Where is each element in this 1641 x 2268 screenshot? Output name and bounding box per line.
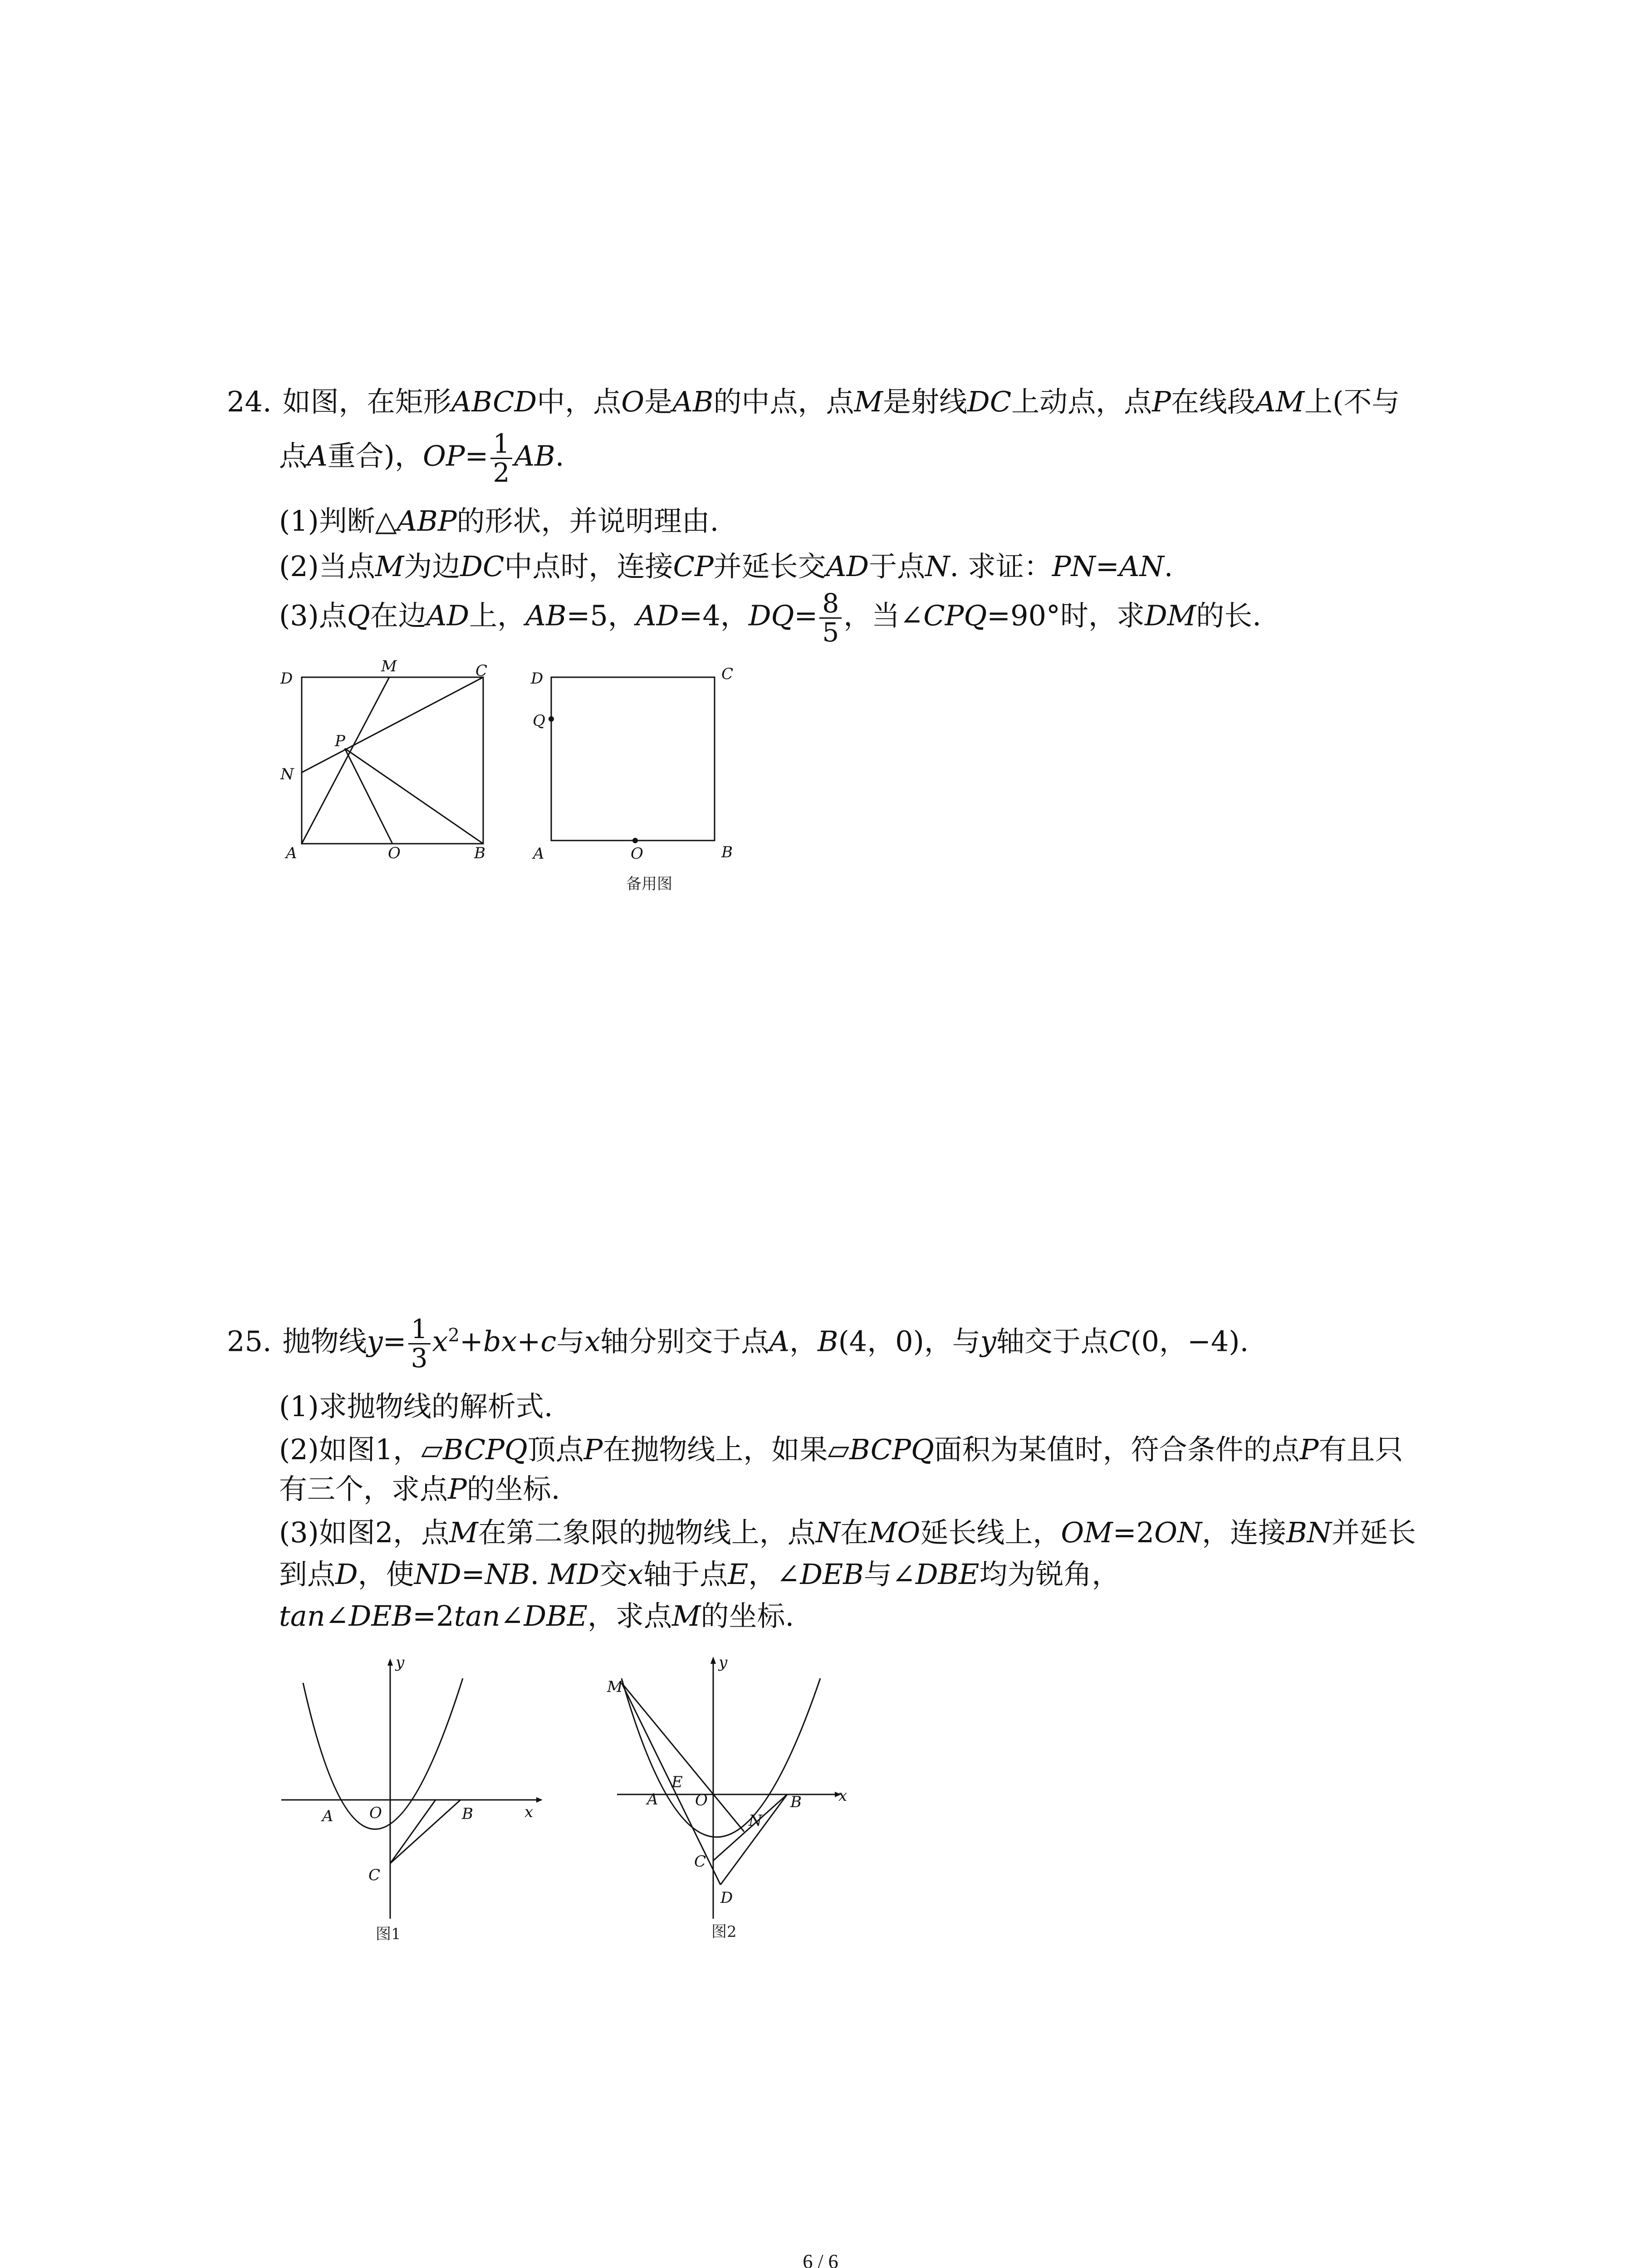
q25-figure-2 <box>599 1651 880 1960</box>
rectangle-abcd <box>302 677 483 844</box>
label-a: A <box>533 845 544 863</box>
label-a: A <box>322 1807 333 1825</box>
text: 与 <box>556 1325 585 1358</box>
numerator: 1 <box>408 1315 431 1344</box>
text: (0，−4). <box>1130 1325 1249 1358</box>
label-y: y <box>396 1653 405 1672</box>
segment-db <box>720 1794 787 1885</box>
text: 有三个，求点 <box>279 1472 448 1505</box>
label-x: x <box>838 1787 847 1805</box>
text: (2)当点 <box>279 550 375 583</box>
label-d: D <box>280 670 293 688</box>
math: c <box>540 1325 557 1358</box>
numerator: 8 <box>819 590 842 619</box>
text: 延长线上， <box>920 1516 1061 1549</box>
text: 轴分别交于点 <box>600 1325 769 1358</box>
text: ，使 <box>358 1558 414 1591</box>
q25-part-3-cont <box>279 1560 1120 1589</box>
math: bx <box>483 1325 517 1358</box>
q25-figure-1 <box>272 1651 554 1960</box>
label-q: Q <box>533 712 545 730</box>
text: =4， <box>679 599 749 632</box>
math: DC <box>460 550 505 583</box>
math: E <box>728 1558 749 1591</box>
text: 的形状，并说明理由. <box>456 504 719 538</box>
label-a: A <box>286 844 297 862</box>
text: ∠ <box>500 1599 524 1633</box>
segment-pb <box>345 748 483 844</box>
label-d: D <box>531 670 544 688</box>
math: DQ <box>748 599 794 632</box>
q25-line-1 <box>227 1315 1249 1372</box>
text: = <box>1095 550 1119 583</box>
text: 上动点，点 <box>1011 385 1152 418</box>
math: B <box>818 1325 838 1358</box>
caption-fig2: 图2 <box>711 1923 737 1941</box>
math: AN <box>1119 550 1164 583</box>
text: 如图，在矩形 <box>282 385 451 418</box>
math: P <box>1299 1433 1319 1466</box>
text: ，当∠ <box>843 599 924 632</box>
text: 重合)， <box>327 439 423 473</box>
text: ，∠ <box>748 1558 800 1591</box>
text: 在线段 <box>1171 385 1255 418</box>
denominator: 2 <box>493 457 510 488</box>
math: x <box>584 1325 601 1358</box>
page-number: 6 / 6 <box>803 2250 838 2268</box>
text: (3)如图2，点 <box>279 1516 450 1549</box>
text: 并延长交 <box>713 550 826 583</box>
label-o: O <box>388 844 401 862</box>
text: 均为锐角， <box>979 1558 1120 1591</box>
math: ABP <box>397 504 457 538</box>
math: C <box>1108 1325 1131 1358</box>
math: P <box>583 1433 603 1466</box>
math: y <box>367 1325 383 1358</box>
label-x: x <box>524 1803 534 1821</box>
text: = <box>794 599 818 632</box>
text: 中，点 <box>537 385 622 418</box>
math: x <box>432 1325 448 1358</box>
q25-part-3 <box>279 1516 1416 1549</box>
q24-line-2 <box>279 430 564 487</box>
q25-part-2-cont <box>279 1472 560 1505</box>
text: 为边 <box>404 550 460 583</box>
math: ND <box>414 1558 461 1591</box>
text: 轴于点 <box>643 1558 728 1591</box>
math: DBE <box>915 1558 980 1591</box>
text: ，连接 <box>1202 1516 1287 1549</box>
text: (1)判断△ <box>279 504 397 538</box>
text: 上， <box>469 599 526 632</box>
text: =2 <box>412 1599 454 1633</box>
math: D <box>335 1558 358 1591</box>
math: P <box>448 1472 467 1505</box>
label-n: N <box>280 765 294 783</box>
point-q <box>549 716 554 722</box>
label-a: A <box>647 1790 658 1809</box>
math: N <box>815 1516 841 1549</box>
math: M <box>672 1599 701 1633</box>
math: AD <box>826 550 869 583</box>
parabola <box>622 1678 820 1837</box>
text: ，求点 <box>588 1599 672 1633</box>
exponent: 2 <box>448 1325 460 1346</box>
q24-part-3 <box>279 590 1261 646</box>
text: (1)求抛物线的解析式. <box>279 1390 553 1423</box>
parabola <box>303 1678 463 1829</box>
math: DC <box>967 385 1012 418</box>
text: . <box>530 1558 548 1591</box>
label-b: B <box>462 1805 473 1823</box>
text: 在边 <box>370 599 426 632</box>
label-o: O <box>695 1791 708 1809</box>
text: 的中点，点 <box>713 385 854 418</box>
math: P <box>1152 385 1171 418</box>
text: 在 <box>840 1516 869 1549</box>
text: (3)点 <box>279 599 347 632</box>
fraction-one-half <box>490 430 513 487</box>
text: =2 <box>1112 1516 1155 1549</box>
text: =5， <box>566 599 636 632</box>
text: . <box>555 439 564 473</box>
math: DBE <box>524 1599 588 1633</box>
label-m: M <box>381 657 397 675</box>
text: . 求证： <box>950 550 1052 583</box>
q24-part-2 <box>279 552 1173 581</box>
text: 与∠ <box>863 1558 916 1591</box>
q25-number: 25. <box>227 1325 272 1358</box>
text: (2)如图1，▱ <box>279 1433 443 1466</box>
text: = <box>465 439 489 473</box>
text: 交 <box>599 1558 628 1591</box>
segment-c-to-axis <box>390 1800 436 1863</box>
math: DEB <box>348 1599 413 1633</box>
denominator: 5 <box>822 616 839 648</box>
math: MD <box>548 1558 600 1591</box>
math: M <box>375 550 404 583</box>
text: + <box>517 1325 541 1358</box>
math: OM <box>1061 1516 1113 1549</box>
text: 轴交于点 <box>996 1325 1109 1358</box>
math: BCPQ <box>849 1433 934 1466</box>
math: BCPQ <box>442 1433 528 1466</box>
math: AB <box>672 385 714 418</box>
segment-po <box>345 748 392 844</box>
math: MO <box>868 1516 921 1549</box>
math: PN <box>1052 550 1096 583</box>
math: Q <box>347 599 370 632</box>
fraction-eight-fifths <box>819 590 842 646</box>
text: 的坐标. <box>700 1599 794 1633</box>
q24-line-1 <box>227 385 1400 418</box>
segment-cb <box>390 1800 460 1863</box>
text: 顶点 <box>527 1433 584 1466</box>
text: 上(不与 <box>1304 385 1400 418</box>
math: tan <box>279 1599 325 1633</box>
text: 有且只 <box>1318 1433 1403 1466</box>
label-c: C <box>475 662 488 680</box>
math: NB <box>485 1558 530 1591</box>
text: ∠ <box>325 1599 349 1633</box>
q25-part-3-cont2 <box>279 1599 794 1633</box>
text: 在第二象限的抛物线上，点 <box>478 1516 816 1549</box>
label-b: B <box>721 843 733 861</box>
label-e: E <box>671 1773 683 1791</box>
label-d: D <box>720 1889 733 1907</box>
math: ON <box>1154 1516 1202 1549</box>
text: 的长. <box>1196 599 1261 632</box>
rectangle-backup <box>551 677 715 841</box>
math: CPQ <box>923 599 987 632</box>
text: 的坐标. <box>466 1472 560 1505</box>
caption-fig1: 图1 <box>376 1925 401 1943</box>
text: ， <box>789 1325 818 1358</box>
y-axis-arrow <box>387 1658 393 1666</box>
math: tan <box>454 1599 500 1633</box>
text: (4，0)，与 <box>838 1325 980 1358</box>
q24-figure-main <box>272 653 508 862</box>
text: 点 <box>279 439 308 473</box>
label-m: M <box>607 1678 623 1696</box>
q24-number: 24. <box>227 385 272 418</box>
math: N <box>925 550 950 583</box>
text: 是射线 <box>882 385 967 418</box>
numerator: 1 <box>490 430 513 459</box>
q24-figure-backup <box>522 653 749 898</box>
label-c: C <box>694 1853 706 1871</box>
math: A <box>307 439 328 473</box>
q25-part-1 <box>279 1390 553 1423</box>
text: . <box>1164 550 1173 583</box>
label-b: B <box>474 844 485 862</box>
math: AM <box>1255 385 1305 418</box>
text: =90°时，求 <box>987 599 1145 632</box>
math: y <box>980 1325 996 1358</box>
text: 面积为某值时，符合条件的点 <box>934 1433 1300 1466</box>
label-o: O <box>369 1804 382 1822</box>
math: AD <box>426 599 470 632</box>
math: DEB <box>800 1558 864 1591</box>
label-o: O <box>631 845 643 863</box>
fraction-one-third <box>408 1315 431 1372</box>
math: AD <box>636 599 679 632</box>
text: = <box>382 1325 407 1358</box>
math: AB <box>525 599 567 632</box>
label-c: C <box>368 1866 381 1884</box>
x-axis-arrow <box>536 1797 543 1803</box>
math: M <box>449 1516 478 1549</box>
y-axis-arrow <box>710 1657 716 1664</box>
math: M <box>854 385 883 418</box>
math: ABCD <box>451 385 537 418</box>
segment-am <box>302 677 389 844</box>
math: O <box>621 385 645 418</box>
text: 抛物线 <box>282 1325 367 1358</box>
math: A <box>769 1325 790 1358</box>
q25-part-2 <box>279 1433 1403 1466</box>
text: 在抛物线上，如果▱ <box>603 1433 850 1466</box>
label-n: N <box>749 1812 762 1830</box>
label-c: C <box>721 665 734 683</box>
label-b: B <box>790 1793 802 1811</box>
label-p: P <box>335 732 345 750</box>
text: 到点 <box>279 1558 336 1591</box>
point-o <box>632 838 638 843</box>
label-y: y <box>719 1653 728 1672</box>
text: 于点 <box>869 550 926 583</box>
math: OP <box>423 439 465 473</box>
math: CP <box>673 550 714 583</box>
denominator: 3 <box>411 1342 428 1374</box>
math: BN <box>1286 1516 1332 1549</box>
text: + <box>459 1325 483 1358</box>
text: = <box>461 1558 485 1591</box>
math: x <box>627 1558 644 1591</box>
caption-backup: 备用图 <box>626 875 672 893</box>
segment-cn <box>302 677 483 772</box>
text: 中点时，连接 <box>504 550 673 583</box>
text: 并延长 <box>1332 1516 1416 1549</box>
math: DM <box>1145 599 1196 632</box>
text: 是 <box>644 385 673 418</box>
q24-part-1 <box>279 504 719 538</box>
math: AB <box>514 439 555 473</box>
